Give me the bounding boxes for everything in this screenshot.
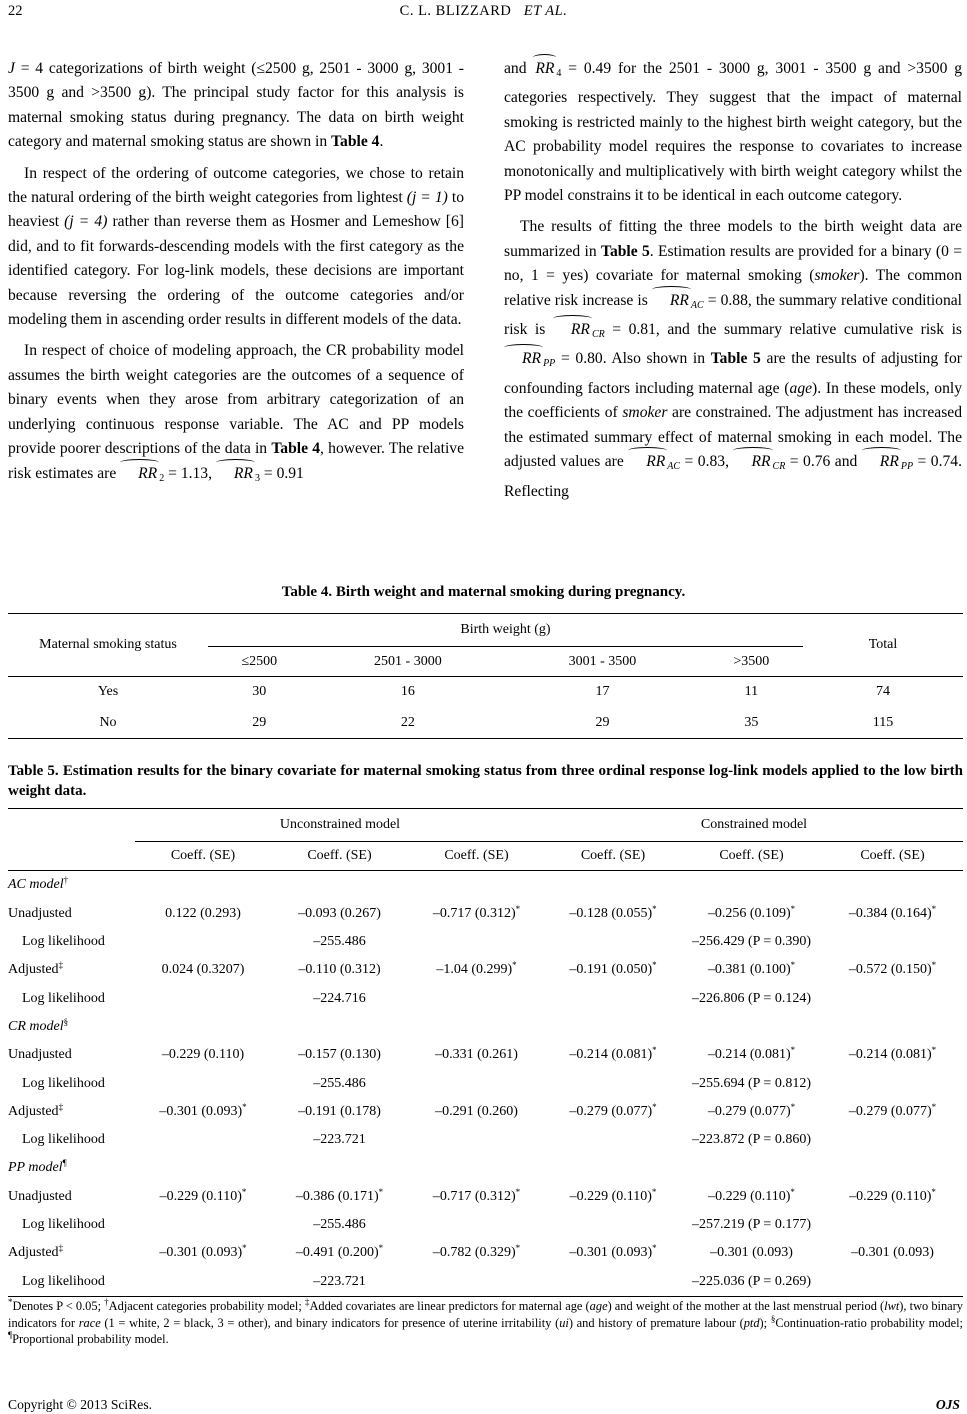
math-j1: (j = 1) — [406, 189, 448, 207]
paragraph-4: and RR 4 = 0.49 for the 2501 - 3000 g, 3001 - 3500 g and >3500 g categories respectively. They suggest that the impact of maternal smoking is restricted mainly to the highest birth weight category, but the AC probability model requires the response to covariates to increase monotonically and multiplicatively with birth weight category whilst the PP model constrains it to be identical in each outcome category. — [504, 57, 962, 208]
left-column — [8, 57, 464, 491]
row-label: Log likelihood — [22, 1132, 105, 1148]
log-likelihood: –255.486 — [313, 934, 366, 950]
section-row — [8, 871, 963, 900]
coeff-cell: –0.157 (0.130) — [298, 1047, 381, 1063]
row-label: Unadjusted — [8, 1188, 72, 1204]
log-likelihood: –255.486 — [313, 1217, 366, 1232]
col-header: 3001 - 3500 — [568, 653, 637, 669]
coeff-cell: –0.386 (0.171)* — [295, 1186, 384, 1204]
coeff-cell: –0.229 (0.110)* — [849, 1186, 936, 1204]
coeff-cell: –0.214 (0.081)* — [569, 1045, 657, 1063]
coeff-cell: –0.279 (0.077)* — [707, 1101, 796, 1119]
math-rr4: RR 4 = 0.49 — [533, 60, 611, 77]
constrained-header: Constrained model — [545, 809, 963, 842]
section-row — [8, 1013, 963, 1041]
coeff-cell: 0.024 (0.3207) — [161, 962, 245, 978]
table-row — [8, 1183, 963, 1211]
coeff-cell: –0.381 (0.100)* — [707, 960, 796, 978]
coeff-cell: –0.191 (0.050)* — [569, 960, 657, 978]
section-title: AC model† — [8, 875, 69, 893]
row-label: Unadjusted — [8, 905, 72, 921]
math-adj-cr: RR $_{CR}$ = 0.76 — [733, 453, 830, 470]
coeff-cell: –0.229 (0.110) — [161, 1047, 245, 1063]
running-head: C. L. BLIZZARD ET AL. — [399, 3, 568, 19]
table5 — [8, 808, 963, 1297]
math-J: J — [8, 60, 15, 77]
table4 — [8, 613, 963, 739]
coeff-cell: –0.331 (0.261) — [435, 1047, 518, 1063]
paragraph-3: In respect of choice of modeling approach, the CR probability model assumes the birth weight categories are the outcomes of a sequence of binary events when they arose from arbitrary categorization of an underlying continuous response variable. The AC and PP models provide poorer descriptions of the data in Table 4, however. The relative risk estimates are RR 2 = 1.13, RR 3 = 0.91 — [8, 339, 464, 490]
coeff-cell: –0.384 (0.164)* — [848, 903, 937, 921]
table-ref[interactable]: Table 5 — [600, 242, 650, 260]
coeff-header: Coeff. (SE) — [860, 848, 925, 864]
coeff-cell: –0.301 (0.093) — [710, 1245, 793, 1261]
log-likelihood: –255.694 (P = 0.812) — [692, 1075, 811, 1091]
coeff-cell: –0.572 (0.150)* — [848, 960, 937, 978]
table-header-row — [8, 842, 963, 871]
row-label: Log likelihood — [22, 990, 105, 1006]
section-row — [8, 1154, 963, 1182]
unconstrained-header: Unconstrained model — [135, 809, 545, 842]
coeff-header: Coeff. (SE) — [719, 848, 784, 864]
section-title: PP model¶ — [8, 1158, 67, 1176]
coeff-cell: –0.229 (0.110)* — [708, 1186, 795, 1204]
log-likelihood: –224.716 — [313, 990, 366, 1006]
row-header: Maternal smoking status — [39, 637, 177, 652]
table-row — [8, 956, 963, 984]
table-row — [8, 1041, 963, 1069]
coeff-header: Coeff. (SE) — [307, 848, 372, 864]
coeff-cell: –0.110 (0.312) — [298, 962, 381, 978]
coeff-cell: –0.301 (0.093)* — [159, 1101, 247, 1119]
table-row — [8, 1098, 963, 1126]
coeff-cell: –0.717 (0.312)* — [432, 1186, 521, 1204]
table-ref[interactable]: Table 4 — [331, 133, 380, 151]
coeff-cell: –0.128 (0.055)* — [569, 903, 657, 921]
coeff-cell: –0.279 (0.077)* — [848, 1101, 937, 1119]
log-likelihood: –223.721 — [313, 1132, 366, 1148]
row-label: Adjusted‡ — [8, 1243, 64, 1261]
section-title: CR model§ — [8, 1016, 69, 1034]
coeff-cell: –0.229 (0.110)* — [569, 1186, 657, 1204]
coeff-cell: –0.214 (0.081)* — [707, 1045, 796, 1063]
paragraph-1: J = 4 categorizations of birth weight (≤2500 g, 2501 - 3000 g, 3001 - 3500 g and >3500 g). The principal study factor for this analysis is maternal smoking status during pregnancy. The data on birth weight category and maternal smoking status are shown in Table 4. — [8, 60, 464, 151]
log-likelihood: –255.486 — [313, 1075, 366, 1091]
log-likelihood: –223.872 (P = 0.860) — [692, 1132, 811, 1148]
coeff-cell: –0.291 (0.260) — [435, 1103, 518, 1119]
coeff-cell: 0.122 (0.293) — [165, 905, 241, 921]
table-row — [8, 984, 963, 1012]
table4-caption: Table 4. Birth weight and maternal smoking during pregnancy. — [281, 584, 686, 600]
paragraph-2: In respect of the ordering of outcome categories, we chose to retain the natural ordering of the birth weight categories from lightest (j = 1) to heaviest (j = 4) rather than reverse them as Hosmer and Lemeshow [6] did, and to fit forwards-descending models with the first category as the identified category. For log-link models, these decisions are important because reversing the ordering of the outcome categories and/or modeling them in ascending order results in different models of the data. — [8, 164, 464, 329]
coeff-cell: –0.301 (0.093)* — [159, 1243, 247, 1261]
journal-abbrev: OJS — [935, 1397, 960, 1412]
row-label: Log likelihood — [22, 1217, 105, 1232]
coeff-cell: –0.229 (0.110)* — [159, 1186, 247, 1204]
log-likelihood: –226.806 (P = 0.124) — [692, 990, 811, 1006]
math-rr-pp: RR $_{PP}$ = 0.80 — [504, 350, 603, 367]
table-row — [8, 1069, 963, 1097]
col-header: >3500 — [733, 653, 770, 669]
coeff-header: Coeff. (SE) — [580, 848, 646, 864]
table-row — [8, 1267, 963, 1296]
coeff-header: Coeff. (SE) — [170, 848, 236, 864]
log-likelihood: –225.036 (P = 0.269) — [692, 1273, 811, 1289]
table5-footnote: *Denotes P < 0.05; †Adjacent categories probability model; ‡Added covariates are linear predictors for maternal age (age) and weight of the mother at the last menstrual period (lwt), two binary indicators for race (1 = white, 2 = black, 3 = other), and binary indicators for presence of uterine irritability (ui) and history of premature labour (ptd); §Continuation-ratio probability model; ¶Proportional probability model. — [8, 1297, 964, 1347]
log-likelihood: –257.219 (P = 0.177) — [692, 1217, 811, 1232]
math-adj-ac: RR $_{AC}$ = 0.83, — [628, 453, 729, 470]
log-likelihood: –223.721 — [313, 1273, 366, 1289]
math-rr2: RR 2 = 1.13 — [120, 465, 208, 482]
coeff-cell: –0.491 (0.200)* — [295, 1243, 384, 1261]
right-column — [504, 57, 962, 504]
col-header: ≤2500 — [241, 653, 278, 669]
table-row — [8, 1211, 963, 1239]
coeff-cell: –0.279 (0.077)* — [569, 1101, 657, 1119]
table-ref[interactable]: Table 4 — [271, 440, 321, 458]
table-row — [8, 1239, 963, 1267]
coeff-header: Coeff. (SE) — [444, 848, 509, 864]
row-label: Log likelihood — [22, 1075, 105, 1091]
table-row — [8, 900, 963, 928]
row-label: Adjusted‡ — [8, 1101, 64, 1119]
coeff-cell: –0.214 (0.081)* — [848, 1045, 937, 1063]
math-adj-pp: RR $_{PP}$ = 0.74 — [862, 453, 958, 470]
table5-caption: Table 5. Estimation results for the binary covariate for maternal smoking status from three ordinal response log-link models applied to the low birth weight data. — [8, 763, 963, 799]
math-rr-ac: RR $_{AC}$ = 0.88 — [652, 292, 748, 309]
table-ref[interactable]: Table 5 — [710, 350, 761, 368]
col-header: 2501 - 3000 — [374, 653, 442, 669]
table-row: Yes 30 16 17 11 74 — [8, 677, 963, 708]
log-likelihood: –256.429 (P = 0.390) — [692, 934, 811, 950]
coeff-cell: –0.191 (0.178) — [298, 1103, 381, 1119]
math-j4: (j = 4) — [64, 213, 108, 231]
table-row — [8, 1126, 963, 1154]
coeff-cell: –1.04 (0.299)* — [436, 960, 517, 978]
total-header: Total — [868, 637, 898, 652]
table-row: No 29 22 29 35 115 — [8, 708, 963, 739]
page-header — [0, 3, 967, 25]
coeff-cell: –0.301 (0.093)* — [569, 1243, 657, 1261]
paragraph-5: The results of fitting the three models to the birth weight data are summarized in Table 5. Estimation results are provided for a binary (0 = no, 1 = yes) covariate for maternal smoking (smoker). The common relative risk increase is RR $_{AC}$ = 0.88, the summary relative conditional risk is RR $_{CR}$ = 0.81, and the summary relative cumulative risk is RR $_{PP}$ = 0.80. Also shown in Table 5 are the results of adjusting for confounding factors including maternal age (age). In these models, only the coefficients of smoker are constrained. The adjustment has increased the estimated summary effect of maternal smoking in each model. The adjusted values are RR $_{AC}$ = 0.83, RR $_{CR}$ = 0.76 and RR $_{PP}$ = 0.74. Reflecting — [504, 218, 963, 500]
coeff-cell: –0.717 (0.312)* — [432, 903, 521, 921]
math-rr-cr: RR $_{CR}$ = 0.81 — [553, 321, 656, 338]
coeff-cell: –0.782 (0.329)* — [432, 1243, 521, 1261]
row-label: Adjusted‡ — [8, 960, 64, 978]
row-label: Log likelihood — [22, 934, 105, 950]
table-row — [8, 928, 963, 956]
row-label: Log likelihood — [22, 1273, 105, 1289]
coeff-cell: –0.256 (0.109)* — [707, 903, 796, 921]
copyright: Copyright © 2013 SciRes. — [8, 1397, 153, 1412]
page-number: 22 — [8, 3, 23, 19]
row-label: Unadjusted — [8, 1047, 72, 1063]
coeff-cell: –0.301 (0.093) — [851, 1245, 934, 1261]
table-header-row — [8, 809, 963, 842]
math-rr3: RR 3 = 0.91 — [216, 465, 304, 482]
group-header: Birth weight (g) — [208, 614, 803, 647]
coeff-cell: –0.093 (0.267) — [298, 905, 381, 921]
